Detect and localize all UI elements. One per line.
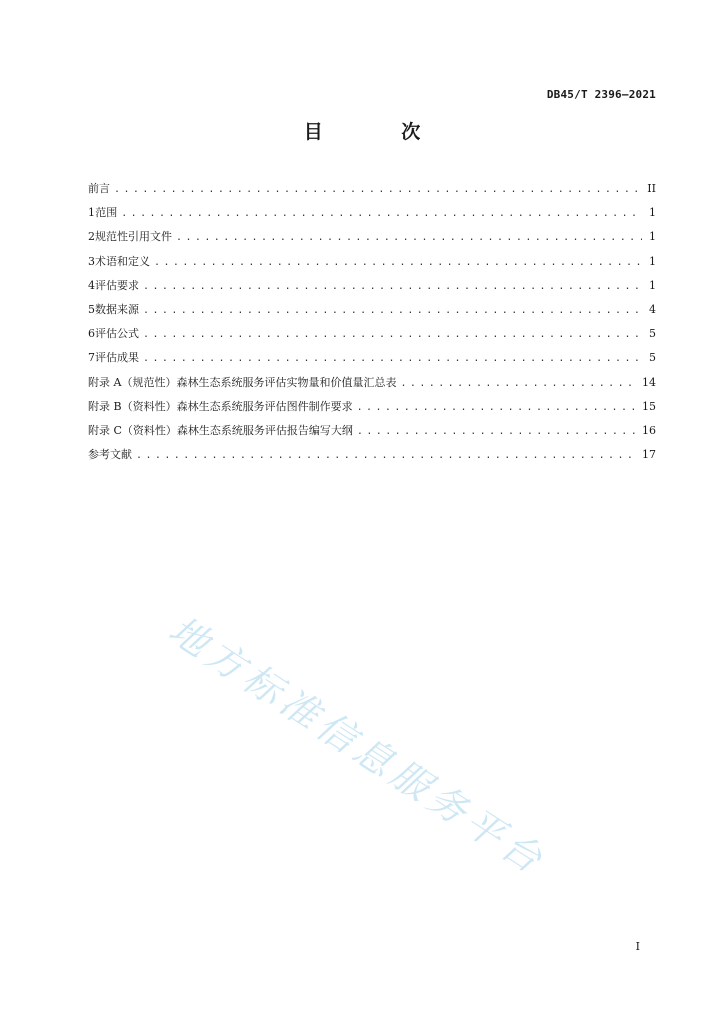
toc-page-number: 15	[642, 399, 656, 413]
toc-section-number: 5	[88, 302, 95, 316]
toc-leader	[357, 426, 638, 437]
toc-leader	[176, 232, 642, 243]
toc-label: 前言	[88, 182, 110, 195]
toc-section-number: 1	[88, 206, 95, 220]
toc-row[interactable]	[88, 204, 656, 228]
toc-page-number: 1	[649, 254, 656, 268]
toc-label: 范围	[95, 206, 118, 220]
toc-label: 森林生态系统服务评估实物量和价值量汇总表	[176, 375, 397, 389]
toc-row[interactable]	[88, 446, 656, 470]
toc-page-number: 1	[649, 230, 656, 244]
toc-row[interactable]	[88, 398, 656, 422]
standard-code: DB45/T 2396—2021	[546, 88, 656, 101]
toc-label: 评估要求	[95, 278, 139, 292]
toc-annex-prefix: 附录 B（资料性）	[88, 399, 177, 413]
toc-page-number: 4	[649, 302, 656, 316]
toc-label: 规范性引用文件	[95, 230, 172, 244]
toc-section-number: 6	[88, 327, 95, 341]
toc-leader	[121, 208, 642, 219]
toc-page-number: 5	[649, 351, 656, 365]
toc-leader	[143, 305, 642, 316]
toc-section-number: 4	[88, 278, 95, 292]
toc-row[interactable]	[88, 277, 656, 301]
toc-row[interactable]	[88, 228, 656, 252]
page-title: 目 次	[303, 121, 457, 143]
toc-row[interactable]	[88, 301, 656, 325]
toc-leader	[143, 329, 642, 340]
toc-label: 森林生态系统服务评估报告编写大纲	[176, 423, 353, 437]
toc-section-number: 2	[88, 230, 95, 244]
toc-label: 术语和定义	[95, 254, 150, 268]
toc-leader	[400, 378, 638, 389]
toc-leader	[143, 281, 642, 292]
toc-section-number: 7	[88, 351, 95, 365]
toc-row[interactable]	[88, 374, 656, 398]
toc-page-number: 14	[642, 375, 656, 389]
toc-annex-prefix: 附录 A（规范性）	[88, 375, 177, 389]
toc-row[interactable]	[88, 349, 656, 373]
toc-row[interactable]	[88, 325, 656, 349]
toc-page-number: 1	[649, 278, 656, 292]
toc-section-number: 3	[88, 254, 95, 268]
toc-page-number: 1	[649, 206, 656, 220]
page-number: I	[635, 940, 640, 953]
toc-leader	[143, 353, 642, 364]
toc-annex-prefix: 附录 C（资料性）	[88, 423, 177, 437]
table-of-contents	[88, 180, 656, 470]
toc-page-number: 5	[649, 327, 656, 341]
toc-row[interactable]	[88, 422, 656, 446]
watermark-text: 地方标准信息服务平台	[161, 607, 555, 885]
toc-page-number: II	[647, 182, 656, 195]
toc-page-number: 17	[642, 448, 656, 462]
toc-label: 参考文献	[88, 448, 132, 462]
toc-row[interactable]	[88, 180, 656, 204]
toc-row[interactable]	[88, 253, 656, 277]
toc-leader	[357, 402, 638, 413]
toc-label: 数据来源	[95, 302, 139, 316]
toc-label: 评估成果	[95, 351, 139, 365]
toc-label: 评估公式	[95, 327, 139, 341]
toc-page-number: 16	[642, 423, 656, 437]
toc-label: 森林生态系统服务评估图件制作要求	[176, 399, 353, 413]
toc-leader	[114, 184, 642, 195]
toc-leader	[136, 450, 638, 461]
toc-leader	[154, 257, 642, 268]
